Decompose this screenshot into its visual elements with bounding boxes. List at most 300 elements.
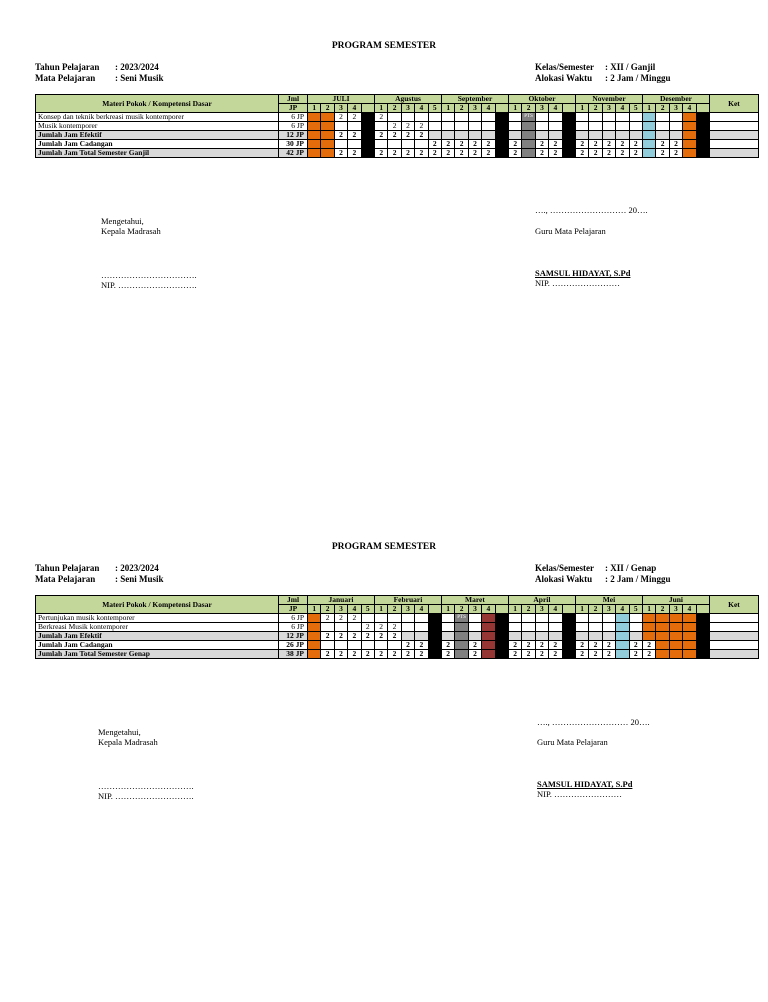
week-cell: 2 — [348, 632, 361, 641]
week-cell: 2 — [509, 149, 522, 158]
week-cell: 2 — [321, 632, 334, 641]
week-cell: 2 — [468, 650, 481, 659]
pts-label: PTS — [522, 113, 535, 122]
week-number: 2 — [455, 104, 468, 113]
sign-line: Kepala Madrasah — [101, 226, 161, 236]
week-cell — [495, 140, 508, 149]
week-number — [361, 104, 374, 113]
week-cell — [535, 113, 548, 122]
week-cell — [683, 149, 696, 158]
week-cell — [455, 650, 468, 659]
week-cell: 2 — [388, 650, 401, 659]
week-cell: 2 — [482, 149, 495, 158]
week-cell — [482, 614, 495, 623]
week-cell — [321, 131, 334, 140]
week-cell — [562, 122, 575, 131]
week-number: 2 — [656, 104, 669, 113]
row-ket — [709, 131, 758, 140]
week-cell — [321, 113, 334, 122]
week-cell: 2 — [334, 149, 347, 158]
table-row — [36, 122, 759, 131]
week-cell — [602, 614, 615, 623]
info-value: : Seni Musik — [115, 574, 164, 584]
week-cell — [508, 632, 521, 641]
week-cell — [415, 140, 428, 149]
row-ket — [709, 650, 758, 659]
header-jml: Jml — [279, 95, 308, 104]
week-number: 3 — [334, 104, 347, 113]
week-cell — [348, 140, 361, 149]
week-cell — [642, 632, 655, 641]
week-cell — [361, 149, 374, 158]
week-cell: 2 — [629, 140, 642, 149]
week-cell — [575, 632, 588, 641]
week-cell: 2 — [642, 650, 655, 659]
row-label: Pertunjukan musik kontemporer — [36, 614, 279, 623]
sign-line: Kepala Madrasah — [98, 737, 158, 747]
week-number: 1 — [308, 104, 321, 113]
program-table — [35, 94, 759, 158]
week-cell — [374, 641, 387, 650]
week-cell — [669, 650, 682, 659]
week-cell — [321, 641, 334, 650]
header-materi: Materi Pokok / Kompetensi Dasar — [36, 596, 279, 614]
page-title: PROGRAM SEMESTER — [331, 542, 437, 552]
week-number: 2 — [321, 104, 334, 113]
week-cell: 2 — [602, 140, 615, 149]
week-number — [562, 104, 575, 113]
week-cell — [549, 131, 562, 140]
week-cell: 2 — [616, 140, 629, 149]
week-cell — [468, 113, 481, 122]
week-cell — [495, 650, 508, 659]
week-number: 4 — [683, 104, 696, 113]
week-number — [428, 605, 441, 614]
week-cell: 2 — [549, 140, 562, 149]
week-cell — [522, 149, 535, 158]
week-cell — [334, 122, 347, 131]
week-cell: 2 — [361, 632, 374, 641]
info-right — [535, 563, 671, 585]
week-cell — [616, 632, 629, 641]
week-cell: 2 — [455, 140, 468, 149]
week-cell — [576, 113, 589, 122]
week-cell — [495, 623, 508, 632]
sign-line: Mengetahui, — [101, 216, 144, 226]
sign-nip: NIP. ………………………. — [101, 280, 197, 290]
week-cell: 2 — [669, 149, 682, 158]
week-cell — [374, 614, 387, 623]
week-cell — [683, 113, 696, 122]
week-cell: 2 — [374, 623, 387, 632]
week-cell: 2 — [442, 149, 455, 158]
month-header: April — [508, 596, 575, 605]
week-cell: 2 — [415, 131, 428, 140]
week-cell — [455, 632, 468, 641]
row-ket — [709, 122, 758, 131]
week-cell — [361, 113, 374, 122]
week-cell: 2 — [535, 641, 548, 650]
week-cell: 2 — [602, 149, 615, 158]
week-cell: 2 — [348, 113, 361, 122]
week-cell — [616, 650, 629, 659]
week-cell — [642, 623, 655, 632]
week-cell — [361, 641, 374, 650]
week-cell — [522, 623, 535, 632]
week-cell — [308, 632, 321, 641]
row-label: Konsep dan teknik berkreasi musik kontemporer — [36, 113, 279, 122]
week-cell — [482, 122, 495, 131]
week-cell — [589, 122, 602, 131]
week-number: 4 — [415, 605, 428, 614]
week-cell: 2 — [642, 641, 655, 650]
week-cell: 2 — [348, 131, 361, 140]
month-header: September — [442, 95, 509, 104]
week-cell: 2 — [442, 140, 455, 149]
week-cell — [535, 632, 548, 641]
week-cell — [562, 113, 575, 122]
week-cell — [415, 632, 428, 641]
week-cell — [669, 122, 682, 131]
week-cell — [508, 614, 521, 623]
week-cell — [455, 641, 468, 650]
week-number — [696, 605, 709, 614]
week-number — [696, 104, 709, 113]
week-cell — [495, 122, 508, 131]
week-number: 1 — [575, 605, 588, 614]
week-cell: 2 — [468, 140, 481, 149]
week-cell: 2 — [334, 113, 347, 122]
week-cell: 2 — [348, 650, 361, 659]
sign-nip: NIP. ………………………. — [98, 791, 194, 801]
week-cell: 2 — [374, 650, 387, 659]
week-cell — [549, 623, 562, 632]
week-cell — [683, 623, 696, 632]
week-cell — [468, 131, 481, 140]
week-cell: 2 — [656, 149, 669, 158]
week-cell: 2 — [361, 623, 374, 632]
week-number — [562, 605, 575, 614]
week-cell — [616, 122, 629, 131]
info-left — [35, 62, 164, 84]
week-cell — [442, 122, 455, 131]
week-cell — [616, 614, 629, 623]
row-label: Jumlah Jam Total Semester Genap — [36, 650, 279, 659]
week-cell — [482, 650, 495, 659]
week-cell — [683, 632, 696, 641]
week-number: 3 — [468, 104, 481, 113]
week-number: 3 — [535, 104, 548, 113]
week-cell — [669, 113, 682, 122]
row-label: Jumlah Jam Efektif — [36, 131, 279, 140]
header-jp: JP — [279, 605, 308, 614]
week-cell — [589, 131, 602, 140]
week-cell — [629, 122, 642, 131]
week-cell — [562, 650, 575, 659]
header-ket: Ket — [709, 596, 758, 614]
week-cell — [522, 140, 535, 149]
week-cell — [455, 131, 468, 140]
date-line: …., ……………………… 20…. — [535, 205, 648, 215]
week-cell: 2 — [576, 140, 589, 149]
week-cell — [495, 131, 508, 140]
sign-name: SAMSUL HIDAYAT, S.Pd — [537, 779, 633, 789]
week-cell — [535, 131, 548, 140]
week-cell — [308, 641, 321, 650]
week-cell — [629, 113, 642, 122]
week-cell — [696, 131, 709, 140]
week-number: 1 — [442, 104, 455, 113]
week-cell: 2 — [401, 650, 414, 659]
row-label: Jumlah Jam Cadangan — [36, 641, 279, 650]
week-cell: 2 — [415, 641, 428, 650]
week-cell — [696, 614, 709, 623]
week-cell — [696, 149, 709, 158]
week-cell — [669, 641, 682, 650]
week-cell — [308, 122, 321, 131]
week-cell — [428, 650, 441, 659]
week-cell — [696, 623, 709, 632]
week-cell — [401, 113, 414, 122]
month-header: Oktober — [509, 95, 576, 104]
week-number: 3 — [468, 605, 481, 614]
week-cell: 2 — [575, 641, 588, 650]
table-row — [36, 632, 759, 641]
month-header: JULI — [308, 95, 375, 104]
week-cell — [522, 614, 535, 623]
info-label: Alokasi Waktu — [535, 574, 593, 584]
week-cell — [549, 614, 562, 623]
week-cell — [562, 632, 575, 641]
week-cell — [401, 632, 414, 641]
week-cell — [562, 614, 575, 623]
week-cell: 2 — [629, 641, 642, 650]
week-number: 2 — [589, 104, 602, 113]
week-cell — [428, 623, 441, 632]
week-cell — [642, 140, 655, 149]
week-cell — [696, 113, 709, 122]
info-label: Tahun Pelajaran — [35, 62, 100, 72]
week-number: 5 — [629, 605, 642, 614]
week-cell: 2 — [375, 113, 388, 122]
info-label: Alokasi Waktu — [535, 73, 593, 83]
row-jml: 30 JP — [279, 140, 308, 149]
week-cell — [669, 632, 682, 641]
week-number: 4 — [415, 104, 428, 113]
week-cell: 2 — [441, 641, 454, 650]
week-cell — [308, 623, 321, 632]
week-cell — [656, 614, 669, 623]
week-cell — [308, 650, 321, 659]
week-number: 1 — [375, 104, 388, 113]
info-value: : 2023/2024 — [115, 62, 159, 72]
week-cell — [401, 614, 414, 623]
week-number: 1 — [441, 605, 454, 614]
week-number: 2 — [388, 605, 401, 614]
week-cell — [522, 122, 535, 131]
week-number: 2 — [522, 104, 535, 113]
week-cell: 2 — [334, 650, 347, 659]
week-cell: 2 — [508, 650, 521, 659]
week-number: 4 — [348, 605, 361, 614]
month-header: Maret — [441, 596, 508, 605]
week-cell: 2 — [535, 149, 548, 158]
week-cell: 2 — [388, 632, 401, 641]
week-cell: 2 — [375, 149, 388, 158]
week-cell — [696, 140, 709, 149]
right-signature — [535, 226, 630, 288]
week-cell — [308, 614, 321, 623]
week-cell — [468, 122, 481, 131]
week-cell — [308, 149, 321, 158]
week-cell: 2 — [669, 140, 682, 149]
week-cell — [629, 623, 642, 632]
week-cell — [468, 614, 481, 623]
row-label: Jumlah Jam Total Semester Ganjil — [36, 149, 279, 158]
info-value: : XII / Ganjil — [605, 62, 656, 72]
week-cell — [562, 149, 575, 158]
week-cell — [696, 650, 709, 659]
week-cell — [428, 614, 441, 623]
table-row — [36, 140, 759, 149]
week-cell: 2 — [388, 149, 401, 158]
week-cell — [321, 140, 334, 149]
month-header: Agustus — [375, 95, 442, 104]
week-cell: 2 — [388, 131, 401, 140]
week-cell — [589, 113, 602, 122]
week-cell — [509, 122, 522, 131]
sign-name: SAMSUL HIDAYAT, S.Pd — [535, 268, 631, 278]
week-cell — [482, 623, 495, 632]
row-jml: 6 JP — [279, 623, 308, 632]
week-cell — [642, 131, 655, 140]
week-cell — [334, 140, 347, 149]
week-cell — [455, 113, 468, 122]
week-cell: 2 — [549, 149, 562, 158]
week-cell — [388, 641, 401, 650]
week-cell — [669, 623, 682, 632]
week-cell — [361, 140, 374, 149]
row-jml: 6 JP — [279, 614, 308, 623]
table-row — [36, 614, 759, 623]
table-row — [36, 650, 759, 659]
week-cell — [602, 623, 615, 632]
week-cell — [428, 113, 441, 122]
week-cell — [495, 149, 508, 158]
header-jp: JP — [279, 104, 308, 113]
date-line: …., ……………………… 20…. — [537, 717, 650, 727]
info-label: Kelas/Semester — [535, 62, 594, 72]
info-value: : 2023/2024 — [115, 563, 159, 573]
info-value: : 2 Jam / Minggu — [605, 574, 671, 584]
week-cell — [441, 614, 454, 623]
week-number: 1 — [509, 104, 522, 113]
week-cell: 2 — [428, 140, 441, 149]
week-cell — [616, 623, 629, 632]
week-cell — [482, 113, 495, 122]
week-cell — [388, 140, 401, 149]
week-cell — [683, 641, 696, 650]
month-header: Juni — [642, 596, 709, 605]
week-cell: 2 — [576, 149, 589, 158]
week-cell — [388, 113, 401, 122]
week-cell — [642, 122, 655, 131]
week-cell — [401, 140, 414, 149]
week-cell — [602, 122, 615, 131]
week-cell — [468, 632, 481, 641]
week-cell: 2 — [334, 614, 347, 623]
week-cell: 2 — [348, 149, 361, 158]
week-cell: 2 — [549, 641, 562, 650]
week-cell: 2 — [522, 641, 535, 650]
week-number: 3 — [602, 104, 615, 113]
info-label: Mata Pelajaran — [35, 73, 96, 83]
week-cell — [629, 131, 642, 140]
week-cell — [629, 632, 642, 641]
week-cell — [388, 614, 401, 623]
week-number: 1 — [642, 104, 655, 113]
week-cell: 2 — [415, 149, 428, 158]
week-cell: 2 — [629, 650, 642, 659]
week-number: 3 — [334, 605, 347, 614]
week-cell — [575, 623, 588, 632]
row-jml: 38 JP — [279, 650, 308, 659]
week-number: 2 — [321, 605, 334, 614]
week-cell: 2 — [375, 131, 388, 140]
week-cell — [576, 131, 589, 140]
week-cell — [441, 632, 454, 641]
week-cell — [616, 641, 629, 650]
week-cell — [361, 131, 374, 140]
info-value: : 2 Jam / Minggu — [605, 73, 671, 83]
week-number: 2 — [388, 104, 401, 113]
table-row — [36, 641, 759, 650]
week-cell — [576, 122, 589, 131]
week-cell — [549, 113, 562, 122]
row-label: Jumlah Jam Efektif — [36, 632, 279, 641]
week-cell — [656, 113, 669, 122]
week-cell — [656, 131, 669, 140]
week-cell: 2 — [535, 140, 548, 149]
week-cell: 2 — [388, 623, 401, 632]
week-cell — [642, 149, 655, 158]
week-cell — [428, 632, 441, 641]
week-cell — [562, 131, 575, 140]
row-ket — [709, 149, 758, 158]
week-cell: 2 — [589, 140, 602, 149]
week-number: 3 — [669, 104, 682, 113]
week-cell: 2 — [656, 140, 669, 149]
week-cell — [522, 131, 535, 140]
week-cell — [401, 623, 414, 632]
week-cell — [535, 614, 548, 623]
week-cell — [308, 140, 321, 149]
pts-label: PTS — [455, 614, 468, 623]
info-value: : Seni Musik — [115, 73, 164, 83]
week-number: 1 — [508, 605, 521, 614]
week-cell — [575, 614, 588, 623]
week-cell — [428, 131, 441, 140]
week-number — [495, 104, 508, 113]
week-number: 5 — [361, 605, 374, 614]
week-number — [495, 605, 508, 614]
week-cell: 2 — [401, 149, 414, 158]
week-cell — [589, 614, 602, 623]
week-number: 4 — [482, 605, 495, 614]
week-cell — [361, 614, 374, 623]
week-cell — [683, 122, 696, 131]
row-ket — [709, 113, 758, 122]
